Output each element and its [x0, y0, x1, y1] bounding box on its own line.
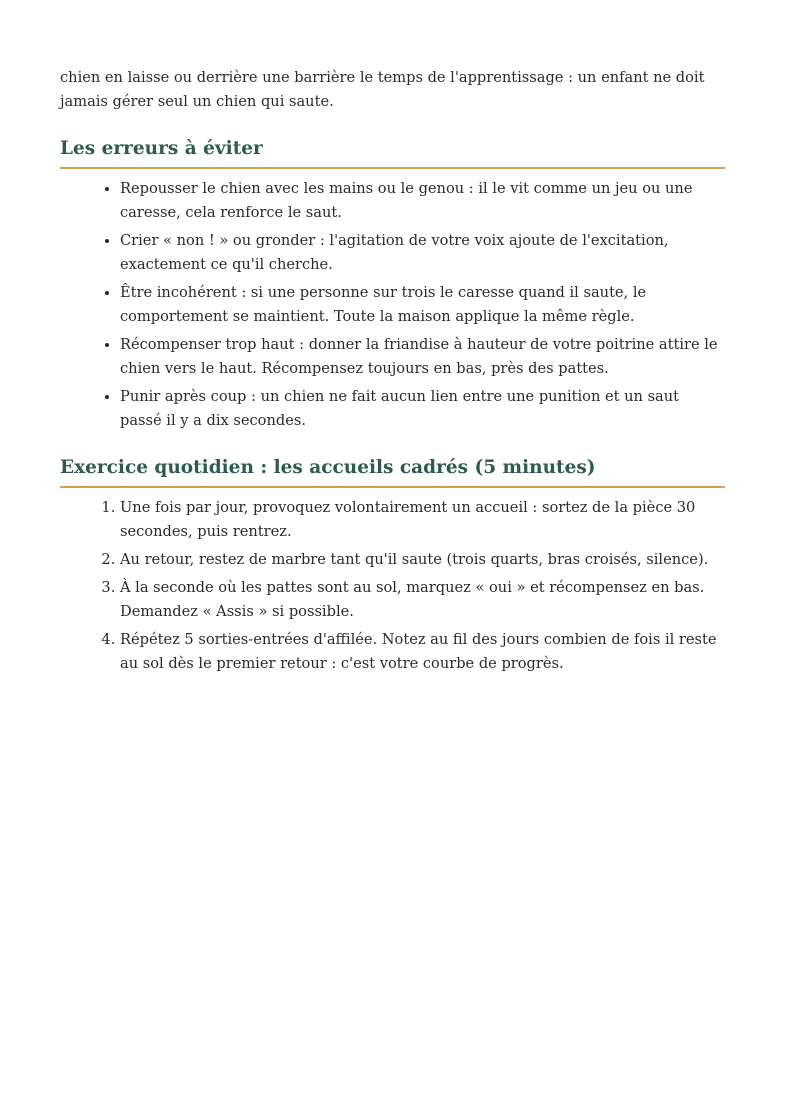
exercise-steps-list — [60, 496, 725, 676]
errors-heading: Les erreurs à éviter — [60, 136, 725, 169]
exercise-step: 1. Une fois par jour, provoquez volontairement un accueil : sortez de la pièce 30 secondes, puis rentrez. — [120, 496, 725, 544]
intro-paragraph: chien en laisse ou derrière une barrière le temps de l'apprentissage : un enfant ne doit jamais gérer seul un chien qui saute. — [60, 69, 705, 110]
exercise-heading: Exercice quotidien : les accueils cadrés (5 minutes) — [60, 455, 725, 488]
errors-list-item: • Être incohérent : si une personne sur trois le caresse quand il saute, le comportement se maintient. Toute la maison applique la même règle. — [120, 281, 725, 329]
errors-list-item: • Punir après coup : un chien ne fait aucun lien entre une punition et un saut passé il y a dix secondes. — [120, 385, 725, 433]
errors-list-item: • Crier « non ! » ou gronder : l'agitation de votre voix ajoute de l'excitation, exactement ce qu'il cherche. — [120, 229, 725, 277]
exercise-step: 4. Répétez 5 sorties-entrées d'affilée. Notez au fil des jours combien de fois il reste au sol dès le premier retour : c'est votre courbe de progrès. — [120, 628, 725, 676]
exercise-step: 2. Au retour, restez de marbre tant qu'il saute (trois quarts, bras croisés, silence). — [120, 548, 725, 572]
errors-list — [60, 177, 725, 433]
exercise-step: 3. À la seconde où les pattes sont au sol, marquez « oui » et récompensez en bas. Demandez « Assis » si possible. — [120, 576, 725, 624]
errors-list-item: • Récompenser trop haut : donner la friandise à hauteur de votre poitrine attire le chien vers le haut. Récompensez toujours en bas, près des pattes. — [120, 333, 725, 381]
errors-list-item: • Repousser le chien avec les mains ou le genou : il le vit comme un jeu ou une caresse, cela renforce le saut. — [120, 177, 725, 225]
